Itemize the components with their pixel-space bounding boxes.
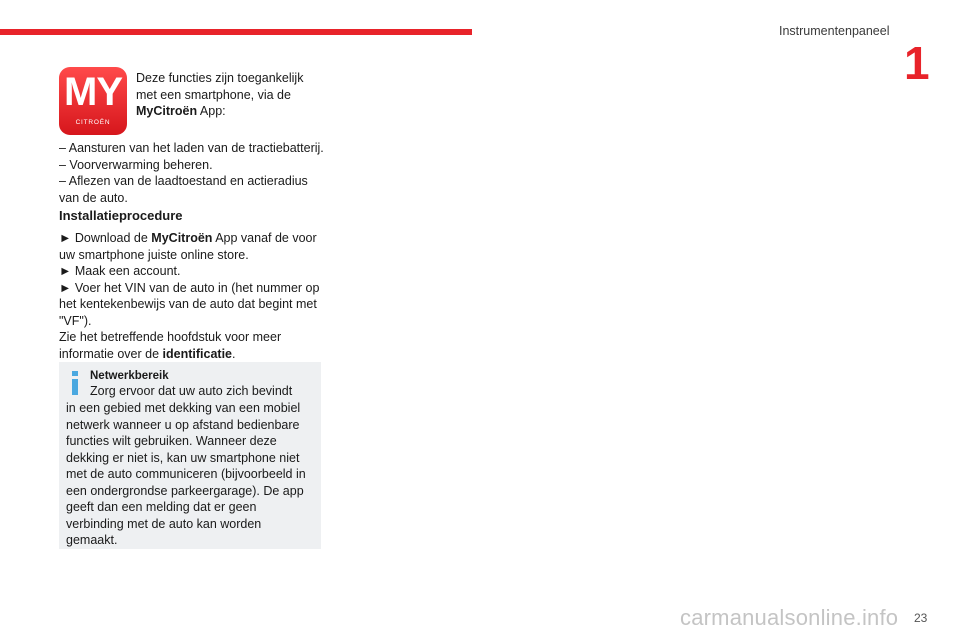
- step-item: ► Maak een account.: [59, 264, 181, 278]
- page-number: 23: [914, 611, 928, 625]
- step-item: ► Download de MyCitroën App vanaf de voor uw smartphone juiste online store.: [59, 231, 317, 262]
- feature-item: – Aansturen van het laden van de tractiebatterij.: [59, 141, 324, 155]
- intro-text: Deze functies zijn toegankelijk met een smartphone, via de MyCitroën App:: [136, 71, 304, 118]
- feature-item: – Aflezen van de laadtoestand en actieradius van de auto.: [59, 174, 308, 205]
- info-icon: [71, 371, 79, 395]
- feature-item: – Voorverwarming beheren.: [59, 157, 213, 172]
- info-box-body: in een gebied met dekking van een mobiel netwerk wanneer u op afstand bedienbare functies wilt gebruiken. Wanneer deze dekking er niet is, kan uw smartphone niet met de auto communiceren (bijvoorbeeld in een ondergrondse parkeergarage). De app geeft dan een melding dat er geen verbinding met de auto kan worden gemaakt.: [66, 401, 306, 547]
- chapter-number: 1: [904, 37, 930, 89]
- app-name: MyCitroën: [136, 104, 198, 118]
- installation-steps: [59, 230, 325, 362]
- header-accent-bar: [0, 29, 472, 35]
- watermark: carmanualsonline.info: [680, 605, 899, 630]
- app-icon-brand: CITROËN: [75, 119, 111, 126]
- info-box-first-line: Zorg ervoor dat uw auto zich bevindt: [90, 384, 293, 398]
- mycitroen-app-icon: [59, 67, 127, 135]
- info-box-title: Netwerkbereik: [90, 370, 169, 382]
- step-note: Zie het betreffende hoofdstuk voor meer informatie over de identificatie.: [59, 330, 282, 361]
- app-icon-label: MY: [64, 70, 122, 114]
- step-item: ► Voer het VIN van de auto in (het nummer op het kentekenbewijs van de auto dat begint met "VF").: [59, 280, 320, 328]
- info-box: [59, 362, 321, 549]
- installation-heading: Installatieprocedure: [59, 208, 183, 223]
- section-title: Instrumentenpaneel: [779, 24, 890, 38]
- feature-list: [59, 140, 325, 206]
